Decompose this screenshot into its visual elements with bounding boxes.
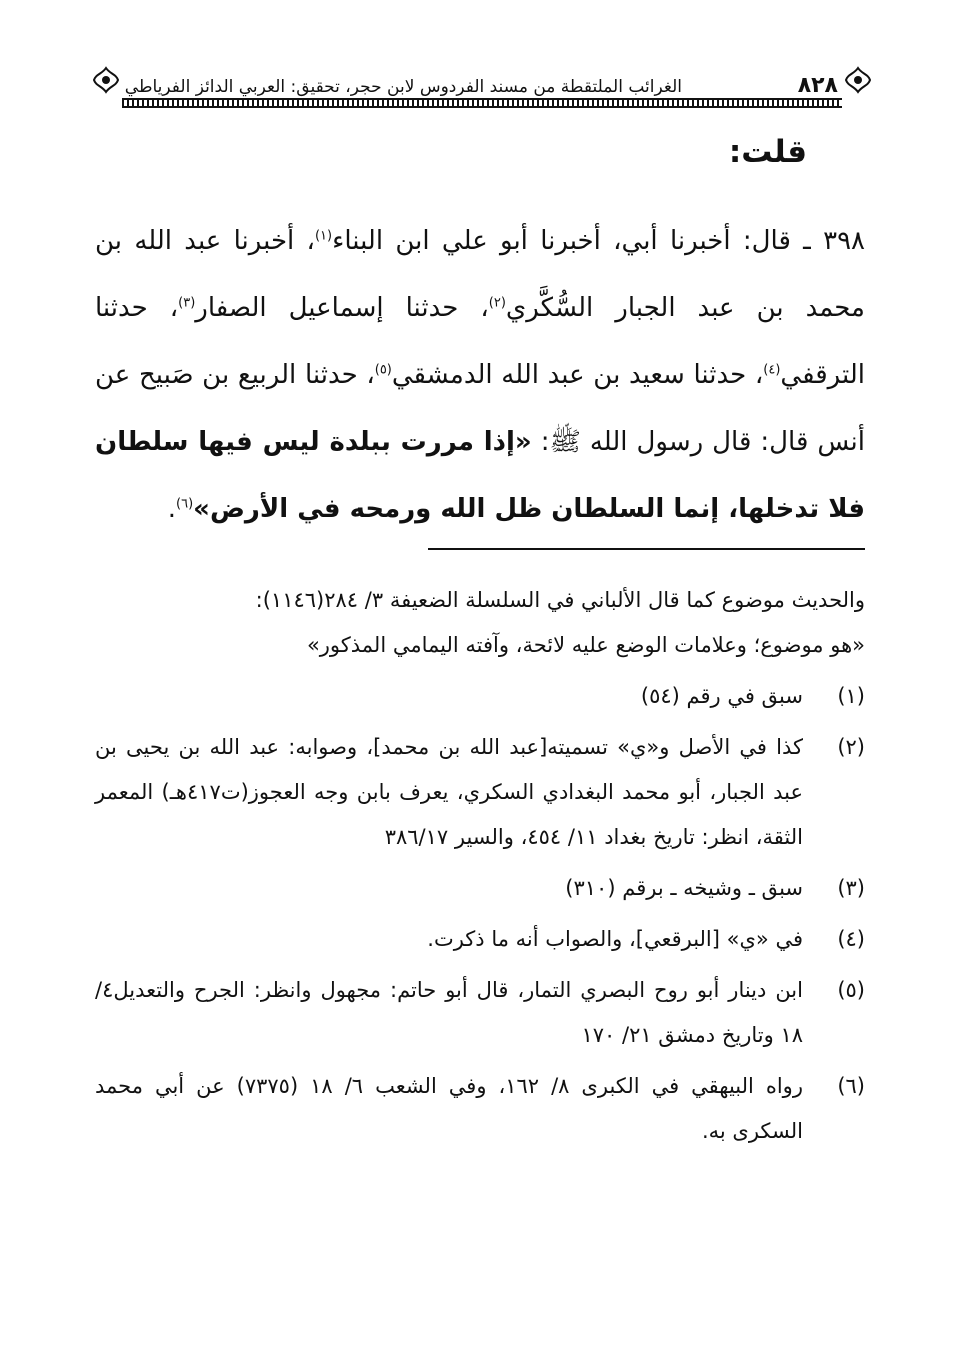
footnote-ref[interactable]: (٣) (178, 295, 196, 311)
hadith-number: ٣٩٨ (823, 226, 866, 256)
page-number: ٨٢٨ (797, 73, 838, 98)
footnote-intro (95, 578, 865, 668)
footnote-number: (٤) (837, 927, 865, 951)
footnotes-section (95, 578, 865, 1160)
footnote-number: (٥) (837, 978, 865, 1002)
footnote-text: سبق ـ وشيخه ـ برقم (٣١٠) (565, 876, 803, 900)
floral-ornament-icon (92, 66, 120, 94)
footnote-text: رواه البيهقي في الكبرى ٨/ ١٦٢، وفي الشعب ٦/ ١٨ (٧٣٧٥) عن أبي محمد السكرى به. (95, 1074, 803, 1143)
isnad-text: ، حدثنا الترقفي (95, 293, 865, 390)
footnote-item (95, 725, 865, 860)
footnote-text: في «ي» [البرقعي]، والصواب أنه ما ذكرت. (427, 927, 803, 951)
hadith-matn: «إذا مررت ببلدة ليس فيها سلطان فلا تدخلها، إنما السلطان ظل الله ورمحه في الأرض» (95, 427, 865, 524)
footnote-number: (٢) (837, 735, 865, 759)
footnote-item (95, 968, 865, 1058)
footnote-separator (428, 548, 865, 550)
footnote-text: كذا في الأصل و«ي» تسميته[عبد الله بن محمد]، وصوابه: عبد الله بن يحيى بن عبد الجبار، أبو محمد البغدادي السكري، يعرف بابن وجه العجوز(ت٤١٧هـ) المعمر الثقة، انظر: تاريخ بغداد ١١/ ٤٥٤، والسير ٣٨٦/١٧ (95, 735, 803, 849)
isnad-text: ، حدثنا إسماعيل الصفار (195, 293, 489, 323)
running-title: الغرائب الملتقطة من مسند الفردوس لابن حجر، تحقيق: العربي الدائز الفرياطي (124, 77, 682, 97)
isnad-text: ، حدثنا سعيد بن عبد الله الدمشقي (391, 360, 764, 390)
footnote-item (95, 866, 865, 911)
hadith-paragraph (95, 208, 865, 543)
footnote-item (95, 1064, 865, 1154)
footnote-ref[interactable]: (٢) (488, 295, 506, 311)
footnote-number: (١) (837, 684, 865, 708)
footnote-ref[interactable]: (١) (314, 228, 333, 244)
footnote-item (95, 674, 865, 719)
isnad-text: ـ قال: أخبرنا أبي، أخبرنا أبو علي ابن البناء (332, 226, 824, 256)
header-decorative-border (122, 98, 842, 108)
floral-ornament-icon (844, 66, 872, 94)
section-heading: قلت: (728, 134, 807, 170)
footnote-number: (٦) (837, 1074, 865, 1098)
footnote-ref[interactable]: (٦) (176, 496, 194, 512)
footnote-text: سبق في رقم (٥٤) (640, 684, 803, 708)
footnote-intro-line: «هو موضوع؛ وعلامات الوضع عليه لائحة، وآفته اليمامي المذكور» (306, 633, 865, 657)
footnote-ref[interactable]: (٤) (763, 362, 781, 378)
footnote-text: ابن دينار أبو روح البصري التمار، قال أبو حاتم: مجهول وانظر: الجرح والتعديل٤/ ١٨ وتاريخ دمشق ٢١/ ١٧٠ (95, 978, 803, 1047)
footnote-number: (٣) (837, 876, 865, 900)
isnad-text: ، حدثنا الربيع بن صَبيح عن أنس قال: قال رسول الله ﷺ: (95, 360, 865, 457)
isnad-text: ، أخبرنا عبد الله بن محمد بن عبد الجبار السُّكَّري (95, 226, 865, 323)
page-header (92, 58, 872, 110)
footnote-ref[interactable]: (٥) (374, 362, 392, 378)
footnote-intro-line: والحديث موضوع كما قال الألباني في السلسلة الضعيفة ٣/ ٢٨٤(١١٤٦): (255, 588, 865, 612)
footnote-item (95, 917, 865, 962)
sentence-end: . (167, 494, 177, 524)
